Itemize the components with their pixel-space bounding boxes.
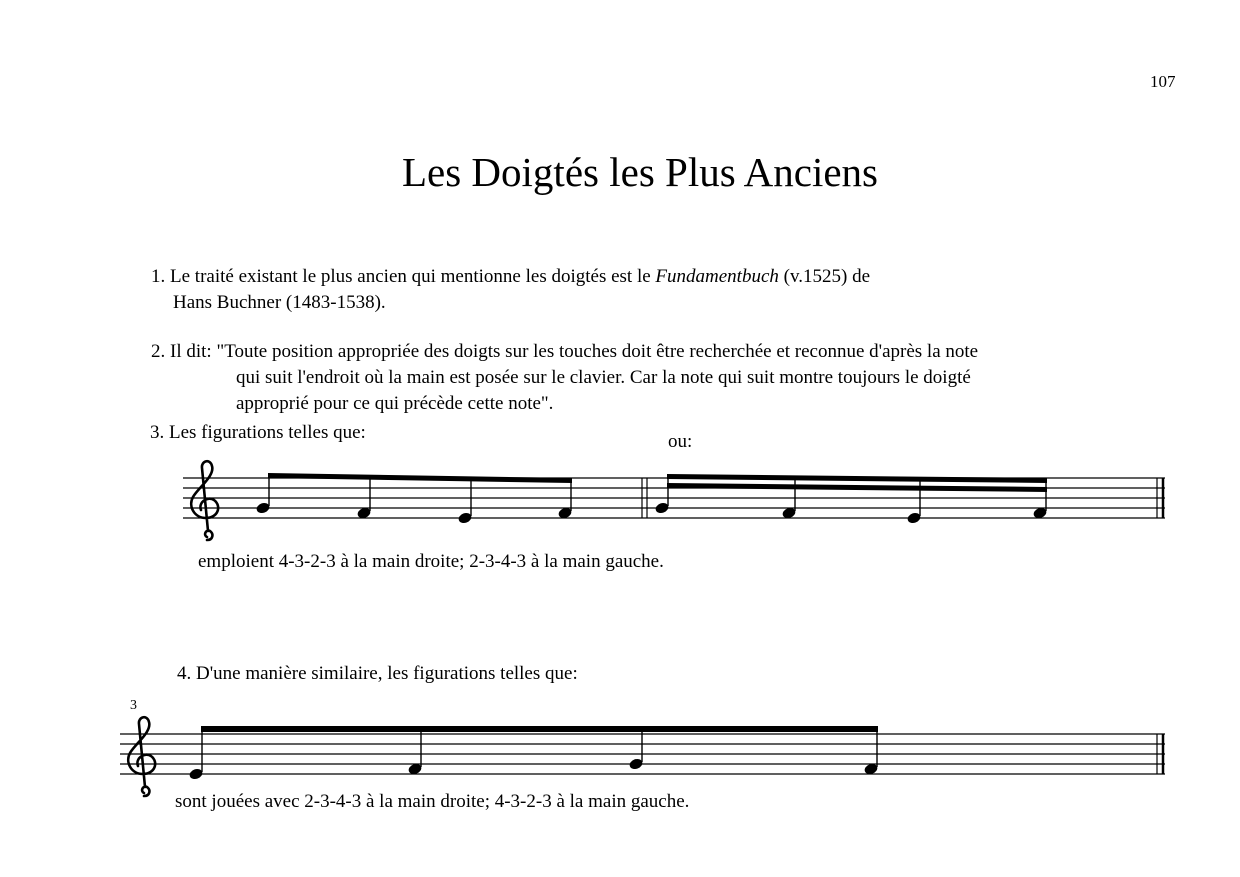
item1-text-suffix: (v.1525) de: [778, 266, 871, 287]
beam: [667, 474, 1047, 483]
staff-1-figure-b: [654, 474, 1047, 525]
item3-label: 3. Les figurations telles que:: [150, 422, 366, 443]
item4-caption: sont jouées avec 2-3-4-3 à la main droite; 4-3-2-3 à la main gauche.: [175, 791, 690, 812]
item4-label: 4. D'une manière similaire, les figurations telles que:: [177, 663, 578, 684]
page-title: Les Doigtés les Plus Anciens: [401, 149, 879, 195]
beam: [201, 726, 878, 732]
measure-number: 3: [130, 698, 137, 713]
page-number: 107: [1150, 72, 1176, 91]
treble-clef-icon: [191, 461, 218, 540]
item2-line2: qui suit l'endroit où la main est posée sur le clavier. Car la note qui suit montre toujours le doigté: [236, 367, 971, 388]
item1-text-prefix: 1. Le traité existant le plus ancien qui mentionne les doigtés est le: [151, 266, 656, 287]
item1-line2: Hans Buchner (1483-1538).: [173, 292, 386, 313]
item1-book-title: Fundamentbuch: [655, 266, 779, 287]
item2-line3: approprié pour ce qui précède cette note".: [236, 393, 554, 414]
beam: [268, 473, 572, 483]
staff-1-figure-a: [255, 473, 572, 525]
beam: [667, 483, 1047, 492]
treble-clef-icon: [128, 717, 155, 796]
ou-label: ou:: [668, 431, 693, 452]
item2-line1: 2. Il dit: "Toute position appropriée des doigts sur les touches doit être recherchée et reconnue d'après la note: [151, 341, 979, 362]
item3-caption: emploient 4-3-2-3 à la main droite; 2-3-4-3 à la main gauche.: [198, 551, 664, 572]
